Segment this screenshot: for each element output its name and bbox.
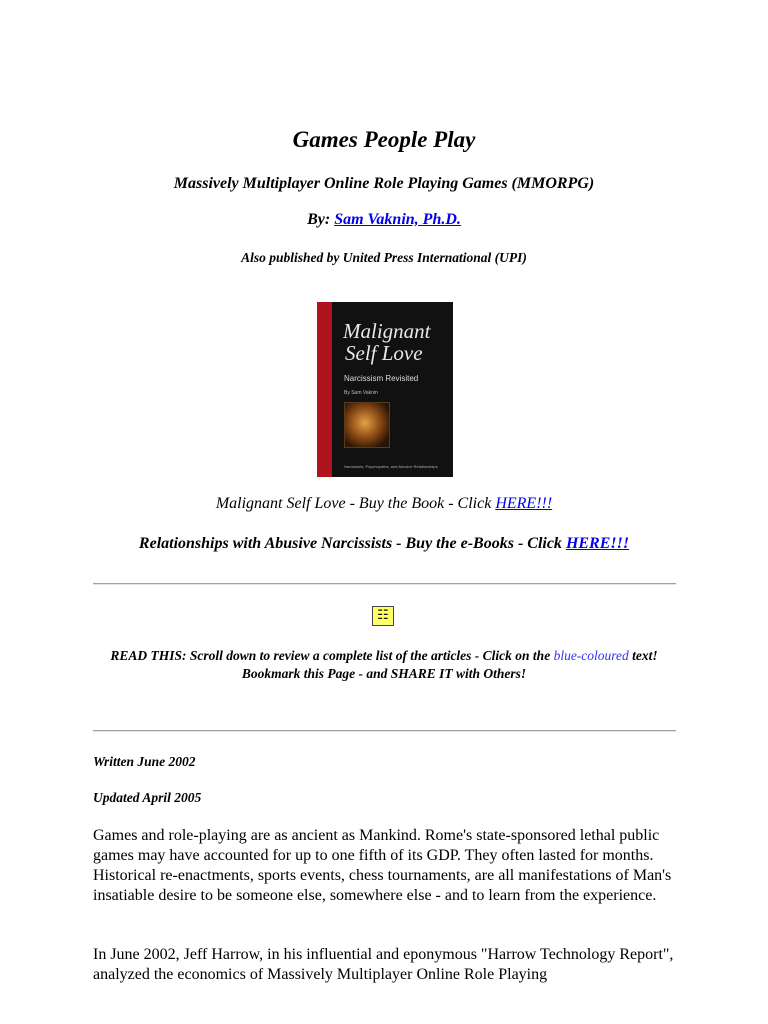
read-this-notice [100,647,668,683]
book-cover-image[interactable] [317,302,453,477]
also-published-note: Also published by United Press International (UPI) [241,250,527,265]
page-title: Games People Play [292,127,476,152]
book-subtitle: Narcissism Revisited [344,374,419,383]
book-cover-picture [344,402,390,448]
book-footer: Narcissists, Psychopaths, and Abusive Relationships [344,464,438,469]
buy-ebooks-line [0,535,768,553]
notice-line1: READ THIS: Scroll down to review a complete list of the articles - Click on the [110,648,551,663]
written-date: Written June 2002 [93,754,196,769]
body-paragraph: In June 2002, Jeff Harrow, in his influential and eponymous "Harrow Technology Report", analyzed the economics of Massively Multiplayer Online Role Playing [93,946,674,983]
bookmark-icon[interactable]: ☷ [372,606,394,626]
book-title-line2: Self Love [345,341,423,365]
author-link[interactable]: Sam Vaknin, Ph.D. [334,211,461,228]
book-spine [317,302,332,477]
buy-ebooks-text: Relationships with Abusive Narcissists - Buy the e-Books - Click [138,535,562,552]
buy-ebooks-link[interactable]: HERE!!! [565,535,630,552]
byline [0,211,768,229]
byline-prefix: By: [307,211,331,228]
book-title-line1: Malignant [343,319,431,343]
updated-date: Updated April 2005 [93,790,202,805]
book-author: By Sam Vaknin [344,390,378,396]
page-subtitle: Massively Multiplayer Online Role Playing Games (MMORPG) [173,175,595,192]
notice-line1-end: text! [632,648,658,663]
buy-book-line [0,495,768,513]
buy-book-link[interactable]: HERE!!! [495,495,553,512]
divider [93,730,676,732]
buy-book-text: Malignant Self Love - Buy the Book - Click [215,495,492,512]
body-paragraph: Games and role-playing are as ancient as Mankind. Rome's state-sponsored lethal public games may have accounted for up to one fifth of its GDP. They often lasted for months. Historical re-enactments, sports events, chess tournaments, are all manifestations of Man's insatiable desire to be someone else, somewhere else - and to learn from the experience. [93,827,672,904]
divider [93,583,676,585]
notice-line2: Bookmark this Page - and SHARE IT with Others! [241,666,527,681]
notice-blue-text: blue-coloured [553,648,629,663]
